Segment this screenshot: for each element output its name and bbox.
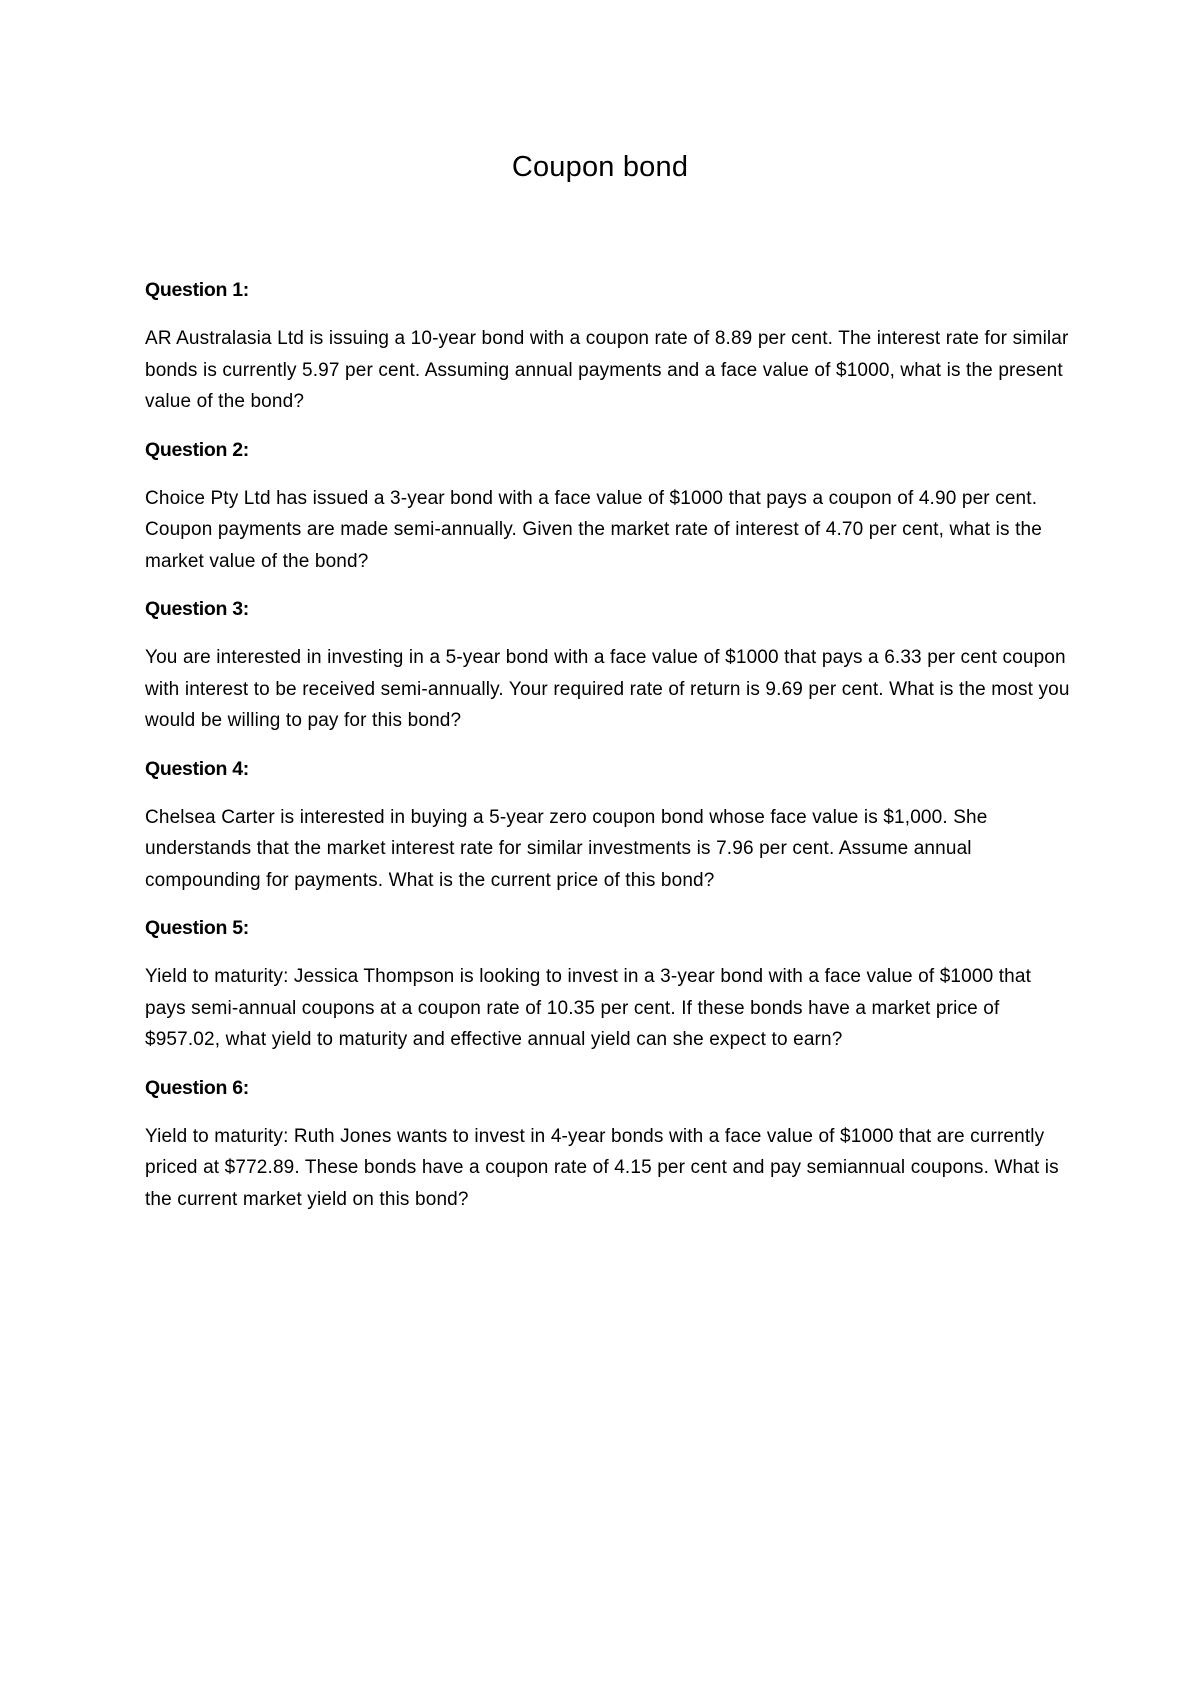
question-3 <box>145 595 1075 737</box>
question-heading: Question 2: <box>145 438 249 461</box>
question-text: Chelsea Carter is interested in buying a 5-year zero coupon bond whose face value is $1,000. She understands that the market interest rate for similar investments is 7.96 per cent. Assume annual compounding for payments. What is the current price of this bond? <box>145 806 988 891</box>
question-6 <box>145 1074 1075 1216</box>
question-text: You are interested in investing in a 5-year bond with a face value of $1000 that pays a 6.33 per cent coupon with interest to be received semi-annually. Your required rate of return is 9.69 per cent. What is the most you would be willing to pay for this bond? <box>145 647 1070 731</box>
question-1 <box>145 276 1075 418</box>
question-5 <box>145 914 1075 1056</box>
question-4 <box>145 755 1075 897</box>
document-title: Coupon bond <box>511 151 689 183</box>
question-heading: Question 4: <box>145 757 249 780</box>
question-2 <box>145 436 1075 578</box>
question-text: Yield to maturity: Jessica Thompson is looking to invest in a 3-year bond with a face value of $1000 that pays semi-annual coupons at a coupon rate of 10.35 per cent. If these bonds have a market price of $957.02, what yield to maturity and effective annual yield can she expect to earn? <box>145 966 1032 1050</box>
question-text: AR Australasia Ltd is issuing a 10-year bond with a coupon rate of 8.89 per cent. The interest rate for similar bonds is currently 5.97 per cent. Assuming annual payments and a face value of $1000, what is the present value of the bond? <box>145 328 1069 412</box>
question-text: Choice Pty Ltd has issued a 3-year bond with a face value of $1000 that pays a coupon of 4.90 per cent. Coupon payments are made semi-annually. Given the market rate of interest of 4.70 per cent, what is the market value of the bond? <box>145 487 1042 572</box>
question-heading: Question 5: <box>145 917 249 939</box>
question-text: Yield to maturity: Ruth Jones wants to invest in 4-year bonds with a face value of $1000 that are currently priced at $772.89. These bonds have a coupon rate of 4.15 per cent and pay semiannual coupons. What is the current market yield on this bond? <box>145 1125 1059 1210</box>
question-heading: Question 3: <box>145 598 249 620</box>
questions-list <box>145 276 1075 1233</box>
question-heading: Question 6: <box>145 1076 249 1099</box>
question-heading: Question 1: <box>145 279 249 301</box>
